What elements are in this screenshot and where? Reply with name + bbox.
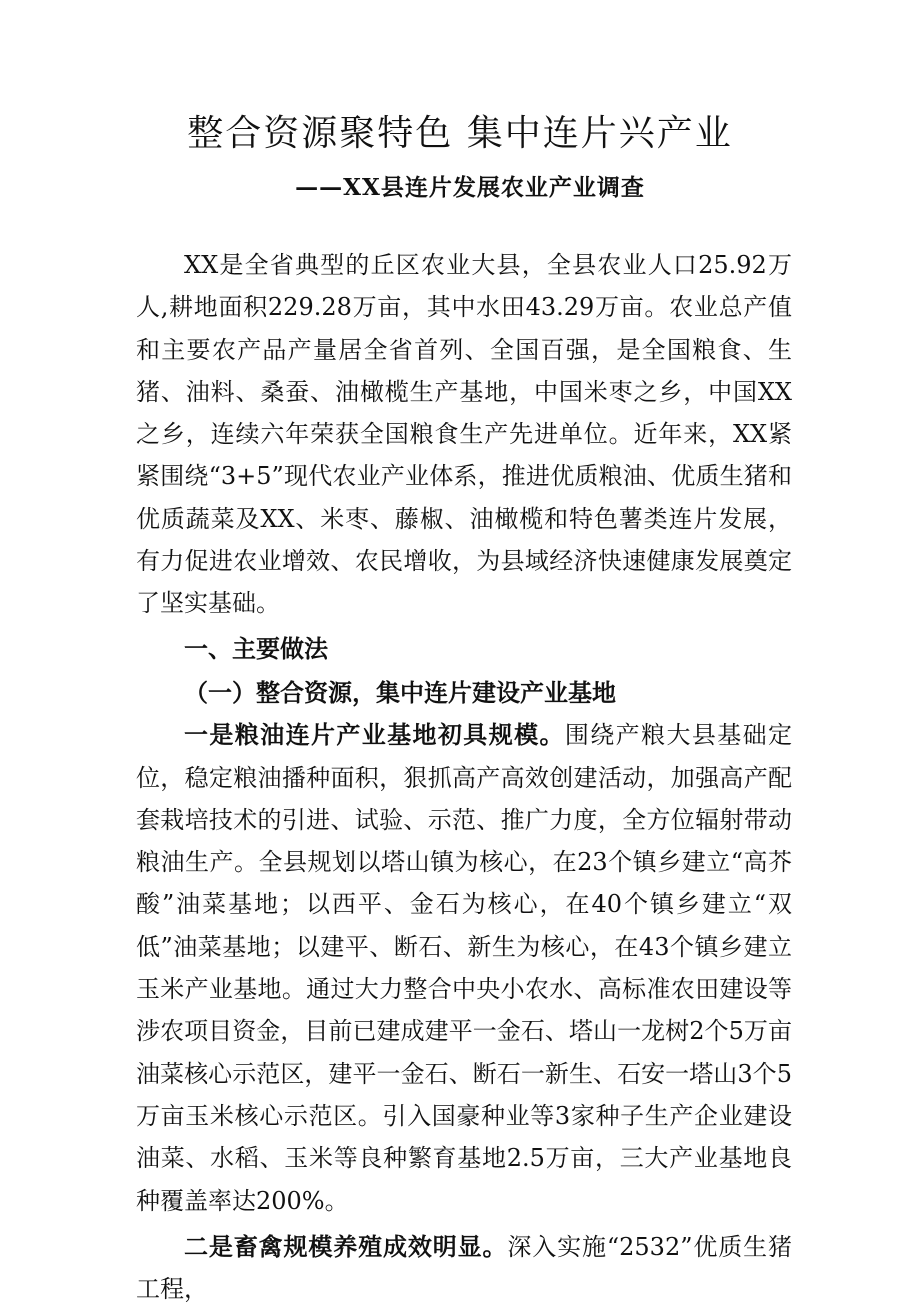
point-lead-2: 二是畜禽规模养殖成效明显。 <box>184 1231 508 1261</box>
subsection-heading: （一）整合资源，集中连片建设产业基地 <box>184 677 616 707</box>
section-heading: 一、主要做法 <box>184 633 328 663</box>
document-body <box>136 244 792 1310</box>
point-text-2: 深入实施“2532”优质生猪工程， <box>136 1232 792 1304</box>
intro-paragraph: XX是全省典型的丘区农业大县，全县农业人口25.92万人,耕地面积229.28万亩，其中水田43.29万亩。农业总产值和主要农产品产量居全省首列、全国百强，是全国粮食、生猪、油料、桑蚕、油橄榄生产基地，中国米枣之乡，中国XX之乡，连续六年荣获全国粮食生产先进单位。近年来，XX紧紧围绕“3+5”现代农业产业体系，推进优质粮油、优质生猪和优质蔬菜及XX、米枣、藤椒、油橄榄和特色薯类连片发展，有力促进农业增效、农民增收，为县域经济快速健康发展奠定了坚实基础。 <box>136 251 792 618</box>
document-subtitle: ——XX县连片发展农业产业调查 <box>295 174 645 201</box>
point-paragraph-1 <box>136 714 792 1222</box>
document-title: 整合资源聚特色 集中连片兴产业 <box>187 113 733 154</box>
point-paragraph-2 <box>136 1226 792 1310</box>
point-text-1: 围绕产粮大县基础定位，稳定粮油播种面积，狠抓高产高效创建活动，加强高产配套栽培技术的引进、试验、示范、推广力度，全方位辐射带动粮油生产。全县规划以塔山镇为核心，在23个镇乡建立“高芥酸”油菜基地；以西平、金石为核心，在40个镇乡建立“双低”油菜基地；以建平、断石、新生为核心，在43个镇乡建立玉米产业基地。通过大力整合中央小农水、高标准农田建设等涉农项目资金，目前已建成建平一金石、塔山一龙树2个5万亩油菜核心示范区，建平一金石、断石一新生、石安一塔山3个5万亩玉米核心示范区。引入国豪种业等3家种子生产企业建设油菜、水稻、玉米等良种繁育基地2.5万亩，三大产业基地良种覆盖率达200%。 <box>136 721 793 1215</box>
point-lead-1: 一是粮油连片产业基地初具规模。 <box>184 720 565 750</box>
